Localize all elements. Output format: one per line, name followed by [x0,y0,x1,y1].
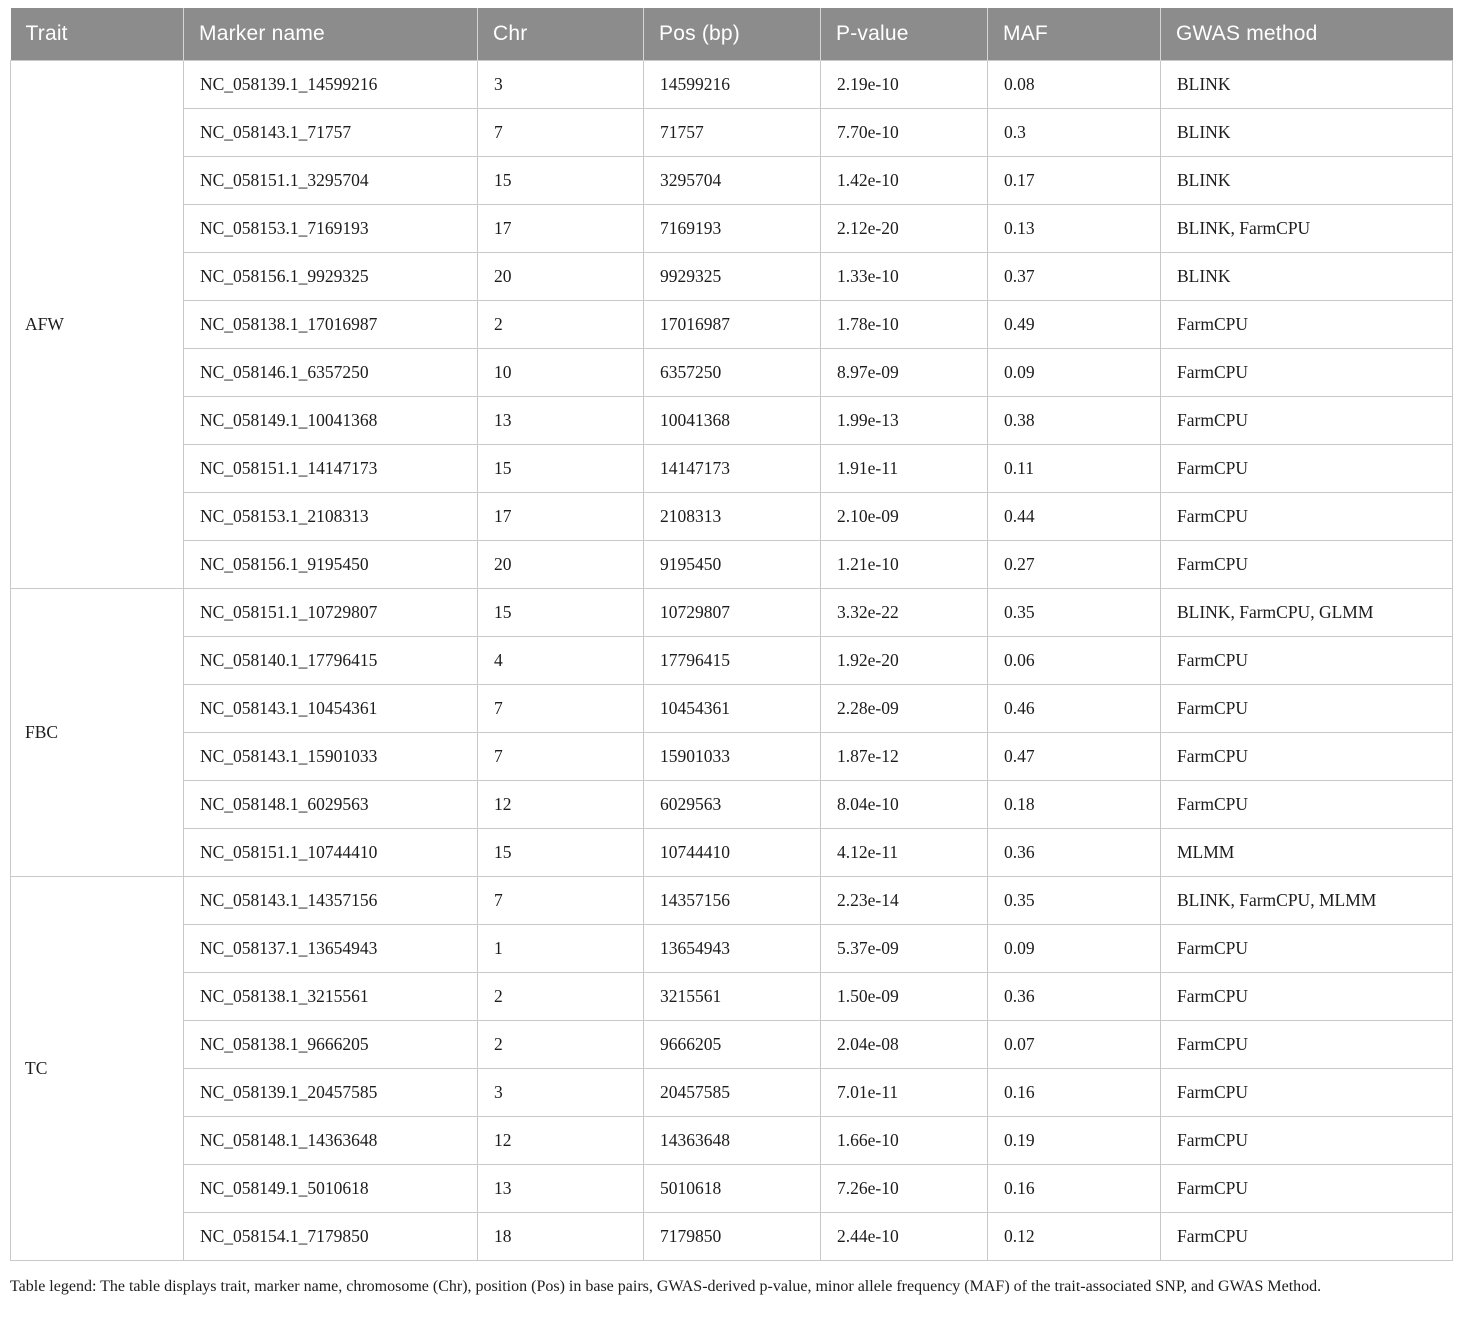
cell-pvalue: 4.12e-11 [821,829,988,877]
cell-maf: 0.37 [988,253,1161,301]
cell-maf: 0.27 [988,541,1161,589]
column-header-maf: MAF [988,8,1161,61]
cell-method: FarmCPU [1161,733,1453,781]
table-row [11,1069,1453,1117]
cell-method: FarmCPU [1161,493,1453,541]
cell-marker: NC_058143.1_15901033 [184,733,478,781]
cell-pos: 14357156 [644,877,821,925]
table-row [11,973,1453,1021]
column-header-trait: Trait [11,8,184,61]
cell-method: BLINK, FarmCPU [1161,205,1453,253]
cell-method: FarmCPU [1161,445,1453,493]
cell-chr: 7 [478,877,644,925]
cell-pos: 6357250 [644,349,821,397]
cell-marker: NC_058138.1_9666205 [184,1021,478,1069]
table-row [11,637,1453,685]
column-header-gwas-method: GWAS method [1161,8,1453,61]
cell-marker: NC_058137.1_13654943 [184,925,478,973]
cell-maf: 0.12 [988,1213,1161,1261]
cell-pos: 3295704 [644,157,821,205]
column-header-marker-name: Marker name [184,8,478,61]
cell-pos: 10041368 [644,397,821,445]
cell-method: FarmCPU [1161,685,1453,733]
cell-method: FarmCPU [1161,1213,1453,1261]
cell-maf: 0.36 [988,973,1161,1021]
trait-group-label: FBC [11,589,184,877]
table-row [11,877,1453,925]
cell-chr: 20 [478,253,644,301]
cell-chr: 18 [478,1213,644,1261]
cell-marker: NC_058138.1_17016987 [184,301,478,349]
cell-method: MLMM [1161,829,1453,877]
cell-maf: 0.16 [988,1165,1161,1213]
cell-chr: 4 [478,637,644,685]
gwas-results-table [10,8,1453,1261]
cell-maf: 0.16 [988,1069,1161,1117]
cell-pos: 71757 [644,109,821,157]
cell-pvalue: 7.70e-10 [821,109,988,157]
cell-marker: NC_058154.1_7179850 [184,1213,478,1261]
table-row [11,1021,1453,1069]
column-header-chr: Chr [478,8,644,61]
cell-maf: 0.09 [988,925,1161,973]
table-row [11,1213,1453,1261]
cell-pvalue: 1.99e-13 [821,397,988,445]
cell-method: FarmCPU [1161,781,1453,829]
column-header-pos: Pos (bp) [644,8,821,61]
cell-chr: 12 [478,1117,644,1165]
cell-pos: 10744410 [644,829,821,877]
table-row [11,301,1453,349]
cell-marker: NC_058149.1_10041368 [184,397,478,445]
cell-pvalue: 7.26e-10 [821,1165,988,1213]
cell-pos: 7179850 [644,1213,821,1261]
table-row [11,109,1453,157]
cell-chr: 2 [478,973,644,1021]
cell-marker: NC_058138.1_3215561 [184,973,478,1021]
cell-pvalue: 2.04e-08 [821,1021,988,1069]
cell-method: BLINK [1161,157,1453,205]
cell-maf: 0.44 [988,493,1161,541]
cell-method: FarmCPU [1161,1021,1453,1069]
cell-chr: 2 [478,1021,644,1069]
cell-pos: 13654943 [644,925,821,973]
cell-marker: NC_058143.1_14357156 [184,877,478,925]
cell-chr: 7 [478,733,644,781]
cell-maf: 0.06 [988,637,1161,685]
cell-pvalue: 2.19e-10 [821,61,988,109]
table-row [11,541,1453,589]
cell-maf: 0.19 [988,1117,1161,1165]
table-row [11,733,1453,781]
cell-chr: 15 [478,157,644,205]
cell-method: FarmCPU [1161,637,1453,685]
table-body [11,61,1453,1261]
cell-method: FarmCPU [1161,973,1453,1021]
cell-chr: 10 [478,349,644,397]
cell-pvalue: 1.78e-10 [821,301,988,349]
cell-marker: NC_058151.1_14147173 [184,445,478,493]
cell-maf: 0.07 [988,1021,1161,1069]
cell-method: FarmCPU [1161,301,1453,349]
cell-marker: NC_058148.1_14363648 [184,1117,478,1165]
cell-pos: 9666205 [644,1021,821,1069]
column-header-pvalue: P-value [821,8,988,61]
cell-chr: 17 [478,205,644,253]
header-row [11,8,1453,61]
cell-chr: 17 [478,493,644,541]
cell-pos: 7169193 [644,205,821,253]
cell-marker: NC_058139.1_20457585 [184,1069,478,1117]
table-row [11,685,1453,733]
cell-chr: 15 [478,589,644,637]
cell-chr: 1 [478,925,644,973]
table-row [11,829,1453,877]
cell-marker: NC_058156.1_9929325 [184,253,478,301]
cell-marker: NC_058153.1_2108313 [184,493,478,541]
cell-method: FarmCPU [1161,541,1453,589]
cell-maf: 0.49 [988,301,1161,349]
cell-maf: 0.38 [988,397,1161,445]
cell-maf: 0.11 [988,445,1161,493]
cell-chr: 3 [478,1069,644,1117]
cell-method: BLINK, FarmCPU, MLMM [1161,877,1453,925]
cell-pvalue: 1.87e-12 [821,733,988,781]
table-header [11,8,1453,61]
table-row [11,781,1453,829]
cell-pos: 17796415 [644,637,821,685]
table-row [11,925,1453,973]
cell-pvalue: 1.50e-09 [821,973,988,1021]
cell-marker: NC_058148.1_6029563 [184,781,478,829]
cell-method: FarmCPU [1161,1165,1453,1213]
table-row [11,205,1453,253]
cell-maf: 0.46 [988,685,1161,733]
cell-method: FarmCPU [1161,1069,1453,1117]
cell-method: BLINK [1161,61,1453,109]
cell-maf: 0.09 [988,349,1161,397]
cell-method: BLINK, FarmCPU, GLMM [1161,589,1453,637]
cell-pos: 10454361 [644,685,821,733]
cell-maf: 0.13 [988,205,1161,253]
cell-pvalue: 2.12e-20 [821,205,988,253]
cell-marker: NC_058151.1_10729807 [184,589,478,637]
cell-chr: 12 [478,781,644,829]
cell-chr: 13 [478,1165,644,1213]
table-row [11,397,1453,445]
cell-pos: 2108313 [644,493,821,541]
cell-pos: 5010618 [644,1165,821,1213]
cell-pvalue: 2.28e-09 [821,685,988,733]
cell-pos: 14599216 [644,61,821,109]
cell-method: FarmCPU [1161,1117,1453,1165]
table-row [11,589,1453,637]
table-row [11,1165,1453,1213]
cell-marker: NC_058153.1_7169193 [184,205,478,253]
cell-pos: 9929325 [644,253,821,301]
cell-maf: 0.35 [988,877,1161,925]
cell-pvalue: 1.66e-10 [821,1117,988,1165]
cell-chr: 15 [478,829,644,877]
table-row [11,349,1453,397]
cell-chr: 20 [478,541,644,589]
cell-maf: 0.08 [988,61,1161,109]
cell-maf: 0.36 [988,829,1161,877]
cell-pos: 17016987 [644,301,821,349]
trait-group-label: TC [11,877,184,1261]
cell-pvalue: 3.32e-22 [821,589,988,637]
cell-pvalue: 2.23e-14 [821,877,988,925]
cell-marker: NC_058143.1_10454361 [184,685,478,733]
cell-maf: 0.35 [988,589,1161,637]
cell-pos: 3215561 [644,973,821,1021]
cell-maf: 0.18 [988,781,1161,829]
table-row [11,157,1453,205]
cell-pvalue: 5.37e-09 [821,925,988,973]
cell-pvalue: 1.33e-10 [821,253,988,301]
cell-pvalue: 7.01e-11 [821,1069,988,1117]
cell-marker: NC_058151.1_10744410 [184,829,478,877]
table-row [11,61,1453,109]
cell-pos: 20457585 [644,1069,821,1117]
cell-marker: NC_058146.1_6357250 [184,349,478,397]
cell-maf: 0.47 [988,733,1161,781]
cell-pvalue: 8.04e-10 [821,781,988,829]
cell-pvalue: 1.91e-11 [821,445,988,493]
cell-maf: 0.17 [988,157,1161,205]
cell-pos: 15901033 [644,733,821,781]
trait-group-label: AFW [11,61,184,589]
cell-chr: 15 [478,445,644,493]
cell-maf: 0.3 [988,109,1161,157]
table-row [11,493,1453,541]
table-legend: Table legend: The table displays trait, marker name, chromosome (Chr), position (Pos) in base pairs, GWAS-derived p-value, minor allele frequency (MAF) of the trait-associated SNP, and GWAS Method. [10,1278,1322,1295]
cell-method: FarmCPU [1161,349,1453,397]
cell-chr: 7 [478,109,644,157]
cell-marker: NC_058149.1_5010618 [184,1165,478,1213]
table-row [11,1117,1453,1165]
cell-pvalue: 1.92e-20 [821,637,988,685]
cell-pos: 14147173 [644,445,821,493]
table-row [11,445,1453,493]
cell-method: BLINK [1161,109,1453,157]
cell-chr: 13 [478,397,644,445]
cell-chr: 3 [478,61,644,109]
table-row [11,253,1453,301]
cell-pvalue: 8.97e-09 [821,349,988,397]
cell-marker: NC_058143.1_71757 [184,109,478,157]
cell-method: FarmCPU [1161,925,1453,973]
cell-chr: 7 [478,685,644,733]
cell-chr: 2 [478,301,644,349]
cell-method: BLINK [1161,253,1453,301]
cell-pvalue: 1.21e-10 [821,541,988,589]
cell-marker: NC_058139.1_14599216 [184,61,478,109]
cell-marker: NC_058151.1_3295704 [184,157,478,205]
cell-pvalue: 2.10e-09 [821,493,988,541]
cell-pos: 6029563 [644,781,821,829]
cell-method: FarmCPU [1161,397,1453,445]
cell-pos: 10729807 [644,589,821,637]
cell-marker: NC_058156.1_9195450 [184,541,478,589]
cell-pos: 14363648 [644,1117,821,1165]
cell-pos: 9195450 [644,541,821,589]
cell-marker: NC_058140.1_17796415 [184,637,478,685]
cell-pvalue: 1.42e-10 [821,157,988,205]
cell-pvalue: 2.44e-10 [821,1213,988,1261]
